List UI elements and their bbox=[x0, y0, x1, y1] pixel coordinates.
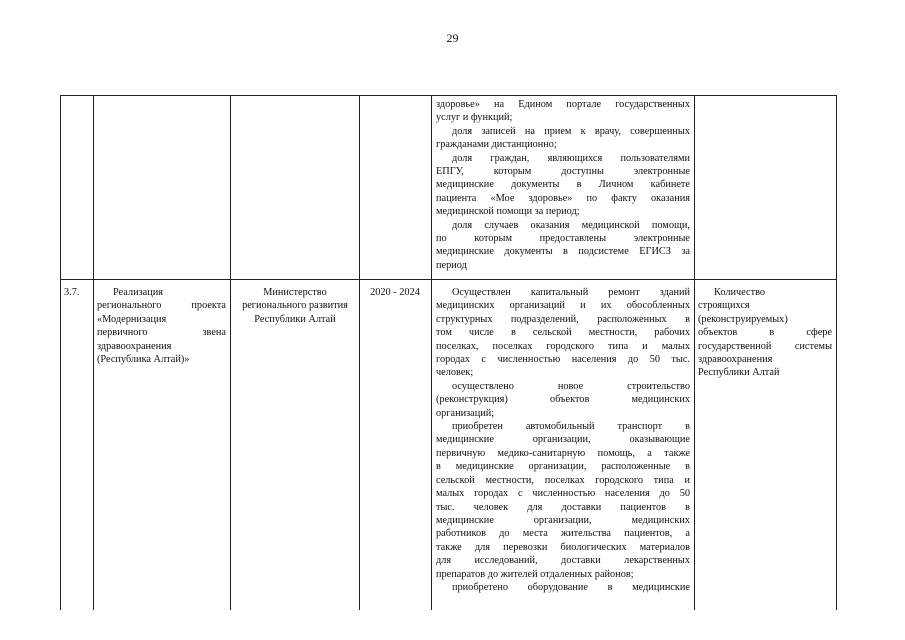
text-line: работников до места жительства пациентов, а bbox=[436, 528, 690, 540]
text-line: приобретен автомобильный транспорт в bbox=[452, 421, 690, 433]
table-col-line bbox=[60, 95, 61, 610]
text-line: первичную медико-санитарную помощь, а также bbox=[436, 447, 690, 459]
text-line: (Республика Алтай)» bbox=[97, 354, 190, 366]
indicator-cell bbox=[698, 286, 832, 380]
text-line: первичного звена bbox=[97, 327, 226, 339]
text-line: медицинские документы в подсистеме ЕГИСЗ за bbox=[436, 246, 690, 258]
table-line-row-separator bbox=[60, 279, 837, 280]
text-line: городах с численностью населения до 50 тыс. bbox=[436, 354, 690, 366]
project-name-cell bbox=[97, 286, 226, 366]
text-line: гражданами дистанционно; bbox=[436, 139, 557, 151]
text-line: осуществлено новое строительство bbox=[452, 380, 690, 392]
text-line: структурных подразделений, расположенных в bbox=[436, 313, 690, 325]
table-col-line bbox=[230, 95, 231, 610]
table-col-line bbox=[431, 95, 432, 610]
text-line: человек; bbox=[436, 367, 474, 379]
period-cell: 2020 - 2024 bbox=[370, 287, 420, 298]
text-line: Министерство bbox=[263, 287, 327, 298]
text-line: доля случаев оказания медицинской помощи, bbox=[452, 219, 690, 231]
text-line: том числе в сельской местности, рабочих bbox=[436, 327, 690, 339]
text-line: медицинские организации, оказывающие bbox=[436, 434, 690, 446]
table-col-line bbox=[694, 95, 695, 610]
text-line: регионального развития bbox=[242, 300, 348, 312]
text-line: «Модернизация bbox=[97, 313, 167, 325]
text-line: здоровье» на Едином портале государственных bbox=[436, 99, 690, 110]
text-line: также для перевозки биологических материалов bbox=[436, 541, 690, 553]
table-col-line bbox=[359, 95, 360, 610]
text-line: (реконструкция) объектов медицинских bbox=[436, 394, 690, 406]
table-col-line bbox=[93, 95, 94, 610]
text-line: ЕПГУ, которым доступны электронные bbox=[436, 166, 690, 178]
text-line: препаратов до жителей отдаленных районов; bbox=[436, 568, 634, 580]
text-line: доля записей на прием к врачу, совершенных bbox=[452, 125, 690, 137]
text-line: тыс. человек для доставки пациентов в bbox=[436, 501, 690, 513]
text-line: медицинской помощи за период; bbox=[436, 206, 580, 218]
text-line: строящихся bbox=[698, 300, 750, 312]
text-line: здравоохранения bbox=[698, 354, 773, 366]
text-line: сельской местности, поселках городского типа и bbox=[436, 474, 690, 486]
text-line: Республики Алтай bbox=[698, 367, 780, 379]
table-line-top bbox=[60, 95, 837, 96]
text-line: регионального проекта bbox=[97, 300, 226, 312]
text-line: здравоохранения bbox=[97, 340, 172, 352]
results-cell bbox=[436, 286, 690, 594]
executor-cell bbox=[234, 286, 356, 326]
text-line: по которым предоставлены электронные bbox=[436, 233, 690, 245]
text-line: организаций; bbox=[436, 407, 495, 419]
table-col-line bbox=[836, 95, 837, 610]
text-line: (реконструируемых) bbox=[698, 313, 788, 325]
text-line: услуг и функций; bbox=[436, 112, 513, 124]
text-line: Республики Алтай bbox=[254, 313, 336, 325]
text-line: медицинских организаций и их обособленных bbox=[436, 300, 690, 312]
continued-results-cell bbox=[436, 98, 690, 272]
text-line: малых городах с численностью населения до 50 bbox=[436, 488, 690, 500]
text-line: объектов в сфере bbox=[698, 327, 832, 339]
text-line: доля граждан, являющихся пользователями bbox=[452, 152, 690, 164]
text-line: медицинские организации, медицинских bbox=[436, 514, 690, 526]
text-line: Количество bbox=[714, 287, 766, 298]
text-line: период bbox=[436, 259, 467, 271]
text-line: приобретено оборудование в медицинские bbox=[452, 581, 690, 593]
text-line: Реализация bbox=[113, 287, 163, 298]
text-line: в медицинские организации, расположенные в bbox=[436, 461, 690, 473]
text-line: для исследований, доставки лекарственных bbox=[436, 555, 690, 567]
page-number: 29 bbox=[446, 31, 459, 45]
text-line: медицинские документы в Личном кабинете bbox=[436, 179, 690, 191]
text-line: государственной системы bbox=[698, 340, 832, 352]
row-number: 3.7. bbox=[64, 287, 80, 298]
text-line: Осуществлен капитальный ремонт зданий bbox=[452, 287, 690, 298]
text-line: поселках, поселках городского типа и малых bbox=[436, 340, 690, 352]
text-line: пациента «Мое здоровье» по факту оказания bbox=[436, 192, 690, 204]
